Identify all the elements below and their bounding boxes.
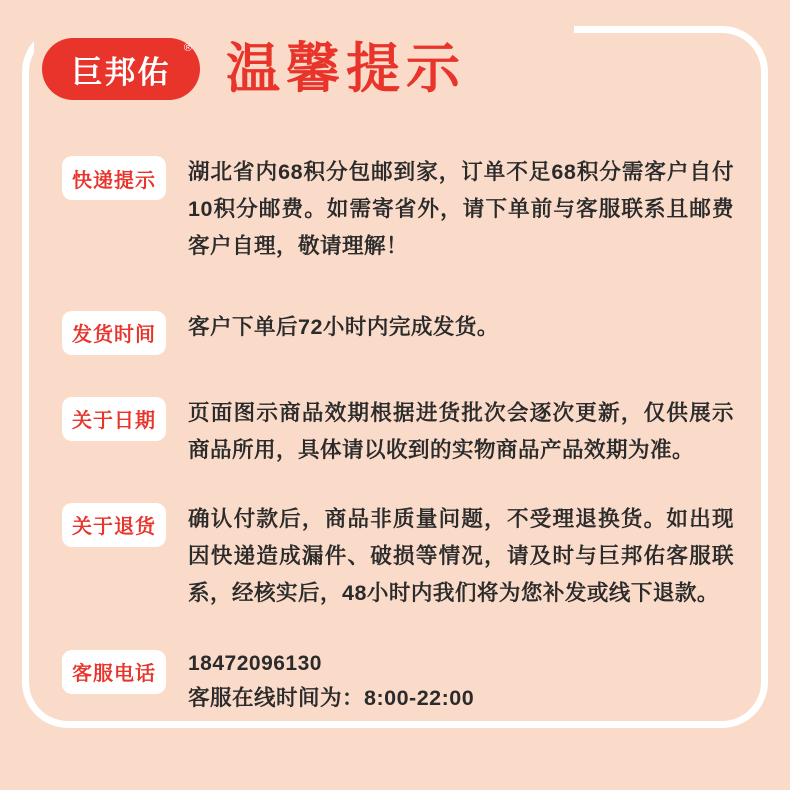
section-expiry-date xyxy=(62,395,734,469)
notice-sections xyxy=(62,148,734,746)
registered-mark-icon: ® xyxy=(183,42,194,54)
brand-logo xyxy=(42,38,200,100)
page-title: 温馨提示 xyxy=(226,37,466,100)
section-text-expiry-date: 页面图示商品效期根据进货批次会逐次更新，仅供展示商品所用，具体请以收到的实物商品产品效期为准。 xyxy=(188,400,734,462)
section-customer-service xyxy=(62,648,734,716)
section-tag-express: 快递提示 xyxy=(62,156,166,200)
section-tag-shipping-time: 发货时间 xyxy=(62,311,166,355)
customer-service-details xyxy=(188,648,734,716)
customer-service-hours: 客服在线时间为：8:00-22:00 xyxy=(188,686,475,711)
section-tag-returns: 关于退货 xyxy=(62,503,166,547)
section-tag-expiry-date: 关于日期 xyxy=(62,397,166,441)
section-text-returns: 确认付款后，商品非质量问题，不受理退换货。如出现因快递造成漏件、破损等情况，请及时与巨邦佑客服联系，经核实后，48小时内我们将为您补发或线下退款。 xyxy=(188,506,734,605)
bottom-spacer xyxy=(0,756,790,790)
section-shipping-time xyxy=(62,309,734,355)
section-text-express: 湖北省内68积分包邮到家，订单不足68积分需客户自付10积分邮费。如需寄省外，请下单前与客服联系且邮费客户自理，敬请理解！ xyxy=(188,160,734,258)
customer-service-phone[interactable]: 18472096130 xyxy=(188,651,322,675)
section-express xyxy=(62,154,734,265)
brand-logo-text: 巨邦佑 xyxy=(71,54,171,90)
section-text-shipping-time: 客户下单后72小时内完成发货。 xyxy=(188,314,499,339)
poster-header xyxy=(42,38,466,100)
section-returns xyxy=(62,501,734,612)
section-tag-customer-service: 客服电话 xyxy=(62,650,166,694)
